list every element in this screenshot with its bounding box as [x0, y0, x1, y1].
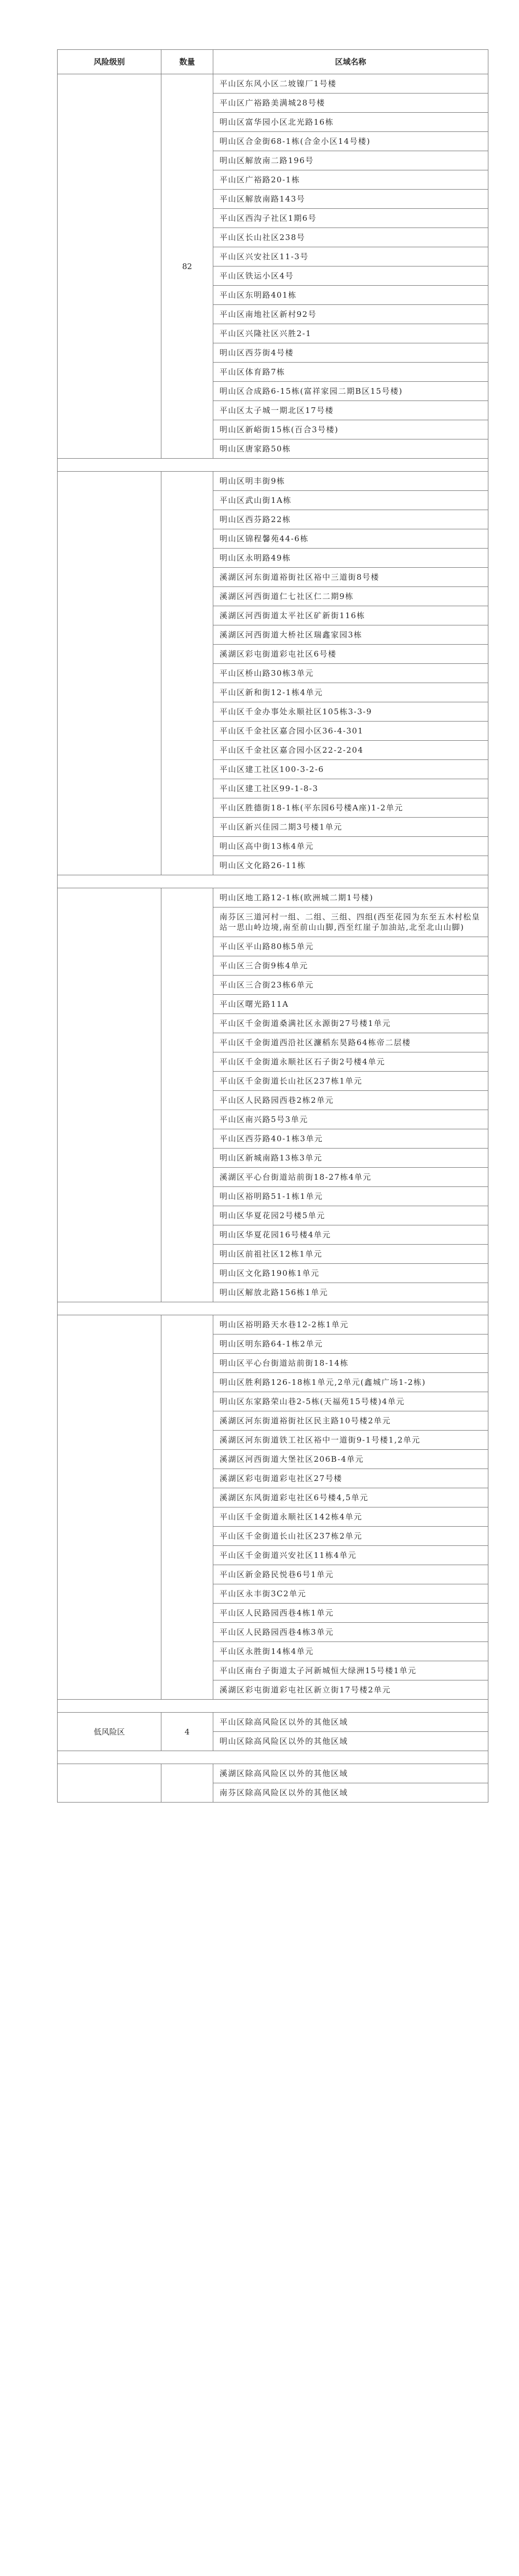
- area-name-cell: [213, 1546, 488, 1565]
- area-name-cell: [213, 1565, 488, 1584]
- area-name-text: 平山区建工社区100-3-2-6: [220, 765, 324, 774]
- area-name-text: 明山区文化路26-11栋: [220, 861, 306, 870]
- area-name-cell: [213, 74, 488, 94]
- area-name-cell: [213, 568, 488, 587]
- area-name-text: 平山区广裕路20-1栋: [220, 175, 301, 184]
- area-name-cell: [213, 1527, 488, 1546]
- area-name-cell: [213, 228, 488, 247]
- group-spacer: [58, 459, 488, 472]
- count-cell: [161, 472, 213, 875]
- area-name-cell: [213, 798, 488, 818]
- area-name-text: 南芬区除高风险区以外的其他区域: [220, 1788, 348, 1797]
- area-name-cell: [213, 976, 488, 995]
- area-name-text: 平山区南地社区新村92号: [220, 310, 317, 319]
- area-name-cell: [213, 587, 488, 606]
- area-name-text: 明山区明东路64-1栋2单元: [220, 1339, 323, 1349]
- area-name-text: 平山区新金路民悦巷6号1单元: [220, 1570, 334, 1579]
- risk-level-cell: [58, 1315, 161, 1700]
- table-row: [58, 888, 488, 907]
- area-name-text: 溪湖区彩屯街道彩屯社区27号楼: [220, 1474, 343, 1483]
- area-name-text: 平山区永胜街14栋4单元: [220, 1647, 314, 1656]
- area-name-text: 平山区三合街9栋4单元: [220, 961, 308, 970]
- area-name-cell: [213, 937, 488, 956]
- area-name-cell: [213, 907, 488, 937]
- count-cell: [161, 1764, 213, 1803]
- area-name-cell: [213, 247, 488, 266]
- area-name-cell: [213, 94, 488, 113]
- group-spacer: [58, 1751, 488, 1764]
- group-spacer-cell: [58, 875, 488, 888]
- area-name-text: 明山区东家路荣山巷2-5栋(天福苑15号楼)4单元: [220, 1397, 405, 1406]
- area-name-text: 平山区建工社区99-1-8-3: [220, 784, 319, 793]
- area-name-cell: [213, 363, 488, 382]
- area-name-cell: [213, 1584, 488, 1604]
- area-name-cell: [213, 132, 488, 151]
- area-name-cell: [213, 549, 488, 568]
- count-cell: 4: [161, 1713, 213, 1751]
- area-name-text: 平山区除高风险区以外的其他区域: [220, 1717, 348, 1727]
- area-name-text: 溪湖区河东街道铁工社区裕中一道街9-1号楼1,2单元: [220, 1435, 421, 1445]
- area-name-text: 明山区新城南路13栋3单元: [220, 1153, 323, 1163]
- area-name-cell: [213, 1354, 488, 1373]
- area-name-text: 明山区唐家路50栋: [220, 444, 291, 453]
- table-row: [58, 1713, 488, 1732]
- area-name-text: 溪湖区河西街道大堡社区206B-4单元: [220, 1454, 364, 1464]
- area-name-text: 明山区平心台街道站前街18-14栋: [220, 1358, 349, 1368]
- area-name-cell: [213, 1783, 488, 1803]
- area-name-text: 溪湖区河西街道太平社区矿新街116栋: [220, 611, 365, 620]
- area-name-cell: [213, 1680, 488, 1700]
- area-name-cell: [213, 1661, 488, 1680]
- area-name-cell: [213, 1507, 488, 1527]
- risk-level-cell: 低风险区: [58, 1713, 161, 1751]
- area-name-cell: [213, 1129, 488, 1149]
- area-name-text: 明山区前祖社区12栋1单元: [220, 1249, 323, 1259]
- area-name-cell: [213, 439, 488, 459]
- area-name-text: 溪湖区彩屯街道彩屯社区6号楼: [220, 649, 337, 659]
- area-name-cell: [213, 1187, 488, 1206]
- area-name-text: 溪湖区东风街道彩屯社区6号楼4,5单元: [220, 1493, 368, 1502]
- area-name-cell: [213, 1373, 488, 1392]
- group-spacer: [58, 1302, 488, 1315]
- area-name-cell: [213, 1450, 488, 1469]
- area-name-cell: [213, 779, 488, 798]
- area-name-cell: [213, 529, 488, 549]
- area-name-cell: [213, 1732, 488, 1751]
- area-name-cell: [213, 683, 488, 702]
- area-name-text: 溪湖区彩屯街道彩屯社区新立街17号楼2单元: [220, 1685, 391, 1694]
- area-name-cell: [213, 1411, 488, 1431]
- area-name-text: 平山区太子城一期北区17号楼: [220, 406, 334, 415]
- area-name-cell: [213, 510, 488, 529]
- area-name-text: 明山区西芬路22栋: [220, 515, 291, 524]
- area-name-cell: [213, 625, 488, 645]
- area-name-cell: [213, 856, 488, 875]
- area-name-text: 平山区铁运小区4号: [220, 271, 294, 281]
- area-name-cell: [213, 343, 488, 363]
- group-spacer-cell: [58, 1751, 488, 1764]
- area-name-text: 平山区解放南路143号: [220, 194, 306, 204]
- area-name-text: 平山区长山社区238号: [220, 233, 306, 242]
- area-name-text: 平山区胜德街18-1栋(平东园6号楼A座)1-2单元: [220, 803, 403, 812]
- risk-level-cell: [58, 1764, 161, 1803]
- table-row: [58, 1764, 488, 1783]
- group-spacer: [58, 875, 488, 888]
- area-name-text: 南芬区三道河村一组、二组、三组、四组(西至花园为东至五木村松皇站一思山岭边境,南至前山山脚,西至红崖子加油站,北至北山山脚): [220, 912, 481, 932]
- area-name-text: 明山区胜利路126-18栋1单元,2单元(鑫城广场1-2栋): [220, 1378, 426, 1387]
- area-name-text: 明山区西芬街4号楼: [220, 348, 294, 357]
- area-name-text: 平山区体育路7栋: [220, 367, 285, 377]
- area-name-cell: [213, 1110, 488, 1129]
- area-name-cell: [213, 1604, 488, 1623]
- area-name-cell: [213, 1264, 488, 1283]
- area-name-text: 平山区东明路401栋: [220, 290, 297, 300]
- area-name-text: 平山区平山路80栋5单元: [220, 942, 314, 951]
- area-name-cell: [213, 1245, 488, 1264]
- risk-area-table: [57, 49, 488, 1803]
- area-name-cell: [213, 1052, 488, 1072]
- area-name-cell: [213, 818, 488, 837]
- area-name-text: 平山区东风小区二坡镍厂1号楼: [220, 79, 337, 88]
- area-name-cell: [213, 1225, 488, 1245]
- area-name-text: 明山区除高风险区以外的其他区域: [220, 1737, 348, 1746]
- area-name-text: 明山区合成路6-15栋(富祥家园二期B区15号楼): [220, 386, 403, 396]
- table-row: [58, 1315, 488, 1334]
- area-name-cell: [213, 382, 488, 401]
- area-name-text: 平山区千金办事处永顺社区105栋3-3-9: [220, 707, 372, 716]
- area-name-cell: [213, 702, 488, 722]
- area-name-text: 明山区明丰街9栋: [220, 476, 285, 486]
- group-spacer-cell: [58, 459, 488, 472]
- area-name-cell: [213, 190, 488, 209]
- area-name-text: 明山区合金街68-1栋(合金小区14号楼): [220, 137, 371, 146]
- area-name-text: 平山区千金街道桑满社区永源街27号楼1单元: [220, 1019, 391, 1028]
- area-name-text: 平山区千金社区嘉合园小区36-4-301: [220, 726, 364, 736]
- area-name-text: 平山区兴安社区11-3号: [220, 252, 309, 261]
- area-name-cell: [213, 995, 488, 1014]
- area-name-text: 平山区千金街道长山社区237栋2单元: [220, 1531, 363, 1541]
- area-name-text: 明山区解放北路156栋1单元: [220, 1288, 329, 1297]
- group-spacer-cell: [58, 1302, 488, 1315]
- area-name-text: 溪湖区河东街道裕街社区裕中三道街8号楼: [220, 572, 380, 582]
- area-name-text: 平山区南兴路5号3单元: [220, 1115, 308, 1124]
- count-cell: 82: [161, 74, 213, 459]
- header-risk-level: 风险级别: [58, 50, 161, 74]
- area-name-cell: [213, 722, 488, 741]
- area-name-text: 平山区兴隆社区兴胜2-1: [220, 329, 312, 338]
- area-name-text: 平山区千金街道永顺社区石子街2号楼4单元: [220, 1057, 386, 1066]
- table-header-row: [58, 50, 488, 74]
- area-name-text: 平山区曙光路11A: [220, 999, 289, 1009]
- area-name-cell: [213, 324, 488, 343]
- area-name-cell: [213, 1431, 488, 1450]
- area-name-cell: [213, 401, 488, 420]
- area-name-text: 明山区新峪街15栋(百合3号楼): [220, 425, 339, 434]
- area-name-text: 平山区南台子街道太子河新城恒大绿洲15号楼1单元: [220, 1666, 417, 1675]
- area-name-text: 平山区人民路园西巷4栋3单元: [220, 1627, 334, 1637]
- area-name-cell: [213, 1033, 488, 1052]
- header-area-name: 区域名称: [213, 50, 488, 74]
- area-name-cell: [213, 1014, 488, 1033]
- area-name-text: 溪湖区河西街道仁七社区仁二期9栋: [220, 592, 354, 601]
- count-cell: [161, 1315, 213, 1700]
- area-name-cell: [213, 664, 488, 683]
- area-name-text: 平山区千金街道兴安社区11栋4单元: [220, 1551, 357, 1560]
- area-name-cell: [213, 1072, 488, 1091]
- table-row: [58, 74, 488, 94]
- area-name-cell: [213, 286, 488, 305]
- area-name-cell: [213, 1149, 488, 1168]
- area-name-text: 平山区千金街道长山社区237栋1单元: [220, 1076, 363, 1086]
- area-name-cell: [213, 305, 488, 324]
- area-name-cell: [213, 170, 488, 190]
- risk-level-cell: [58, 74, 161, 459]
- area-name-cell: [213, 1168, 488, 1187]
- area-name-text: 明山区华夏花园2号楼5单元: [220, 1211, 325, 1220]
- area-name-text: 溪湖区平心台街道站前街18-27栋4单元: [220, 1172, 372, 1182]
- area-name-text: 明山区裕明路天水巷12-2栋1单元: [220, 1320, 349, 1329]
- area-name-text: 明山区解放南二路196号: [220, 156, 314, 165]
- area-name-cell: [213, 1315, 488, 1334]
- area-name-text: 平山区桥山路30栋3单元: [220, 669, 314, 678]
- area-name-text: 明山区地工路12-1栋(欧洲城二期1号楼): [220, 893, 374, 902]
- area-name-cell: [213, 1623, 488, 1642]
- area-name-cell: [213, 266, 488, 286]
- area-name-text: 平山区千金街道永顺社区142栋4单元: [220, 1512, 363, 1521]
- area-name-text: 平山区人民路园西巷4栋1单元: [220, 1608, 334, 1618]
- area-name-cell: [213, 1392, 488, 1411]
- area-name-cell: [213, 956, 488, 976]
- area-name-text: 平山区永丰街3C2单元: [220, 1589, 307, 1598]
- area-name-cell: [213, 606, 488, 625]
- area-name-cell: [213, 1206, 488, 1225]
- group-spacer-cell: [58, 1700, 488, 1713]
- area-name-text: 平山区西芬路40-1栋3单元: [220, 1134, 323, 1143]
- area-name-cell: [213, 209, 488, 228]
- area-name-cell: [213, 1469, 488, 1488]
- area-name-cell: [213, 837, 488, 856]
- area-name-cell: [213, 113, 488, 132]
- table-row: [58, 472, 488, 491]
- group-spacer: [58, 1700, 488, 1713]
- area-name-text: 明山区裕明路51-1栋1单元: [220, 1192, 323, 1201]
- risk-level-cell: [58, 472, 161, 875]
- area-name-cell: [213, 151, 488, 170]
- area-name-text: 明山区富华园小区北光路16栋: [220, 117, 334, 127]
- area-name-text: 明山区锦程馨苑44-6栋: [220, 534, 309, 543]
- table-body: [58, 74, 488, 1803]
- area-name-cell: [213, 1764, 488, 1783]
- area-name-text: 平山区西沟子社区1期6号: [220, 213, 317, 223]
- area-name-text: 平山区千金街道西沿社区濂稻东昊路64栋帝二层楼: [220, 1038, 411, 1047]
- area-name-cell: [213, 741, 488, 760]
- area-name-text: 平山区人民路园西巷2栋2单元: [220, 1096, 334, 1105]
- count-cell: [161, 888, 213, 1302]
- area-name-text: 溪湖区河西街道大桥社区瑞鑫家园3栋: [220, 630, 363, 639]
- area-name-cell: [213, 1713, 488, 1732]
- area-name-cell: [213, 1642, 488, 1661]
- area-name-cell: [213, 1334, 488, 1354]
- area-name-cell: [213, 1488, 488, 1507]
- area-name-text: 溪湖区除高风险区以外的其他区域: [220, 1769, 348, 1778]
- area-name-text: 平山区新兴佳园二期3号楼1单元: [220, 822, 343, 832]
- area-name-text: 明山区文化路190栋1单元: [220, 1269, 320, 1278]
- area-name-text: 明山区高中街13栋4单元: [220, 842, 314, 851]
- area-name-cell: [213, 420, 488, 439]
- area-name-text: 平山区武山街1A栋: [220, 496, 292, 505]
- area-name-text: 平山区三合街23栋6单元: [220, 980, 314, 990]
- area-name-cell: [213, 888, 488, 907]
- area-name-cell: [213, 645, 488, 664]
- area-name-cell: [213, 491, 488, 510]
- area-name-text: 平山区广裕路美满城28号楼: [220, 98, 325, 108]
- header-count: 数量: [161, 50, 213, 74]
- area-name-text: 平山区新和街12-1栋4单元: [220, 688, 323, 697]
- area-name-cell: [213, 760, 488, 779]
- area-name-text: 明山区永明路49栋: [220, 553, 291, 563]
- area-name-cell: [213, 1283, 488, 1302]
- risk-level-cell: [58, 888, 161, 1302]
- area-name-text: 溪湖区河东街道裕街社区民主路10号楼2单元: [220, 1416, 391, 1425]
- area-name-text: 明山区华夏花园16号楼4单元: [220, 1230, 331, 1239]
- area-name-text: 平山区千金社区嘉合园小区22-2-204: [220, 745, 364, 755]
- area-name-cell: [213, 1091, 488, 1110]
- area-name-cell: [213, 472, 488, 491]
